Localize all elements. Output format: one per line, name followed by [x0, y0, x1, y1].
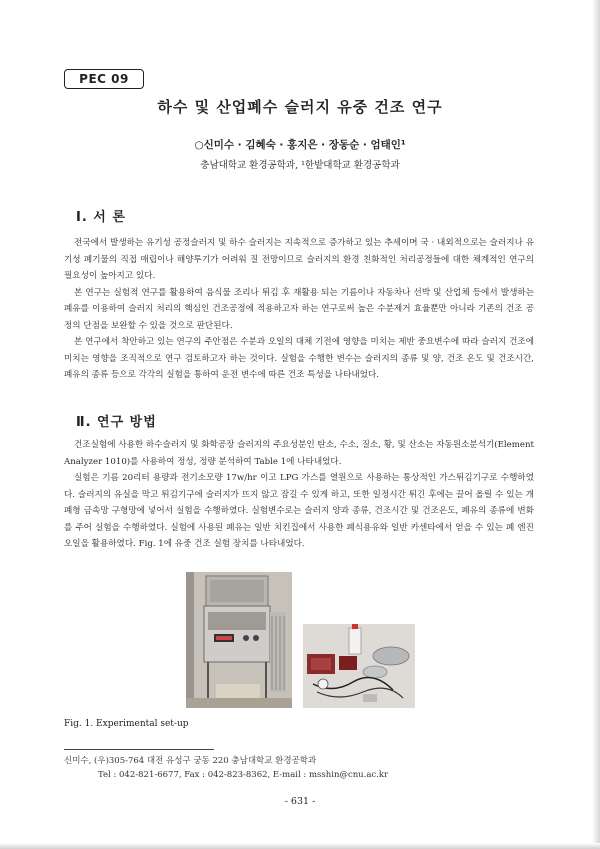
- corresponding-author-footnote: [64, 754, 534, 782]
- paragraph: 본 연구에서 착안하고 있는 연구의 주안점은 수분과 오일의 대체 기전에 영향을 미치는 제반 중요변수에 따라 슬러지 건조에 미치는 영향을 조직적으로 연구 검토하고자 하는 것이다. 실험을 수행한 변수는 슬러지의 종류 및 양, 건조 온도 및 건조시간, 폐유의 종류 등으로 각각의 실험을 통하여 운전 변수에 따른 건조 특성을 나타내었다.: [64, 337, 534, 380]
- section-heading-introduction: Ⅰ. 서 론: [76, 210, 126, 225]
- paragraph: 전국에서 발생하는 유기성 공정슬러지 및 하수 슬러지는 지속적으로 증가하고 있는 추세이며 국 · 내외적으로는 슬러지나 유기성 폐기물의 직접 매립이나 해양투기가 어려워 질 전망이므로 슬러지의 환경 친화적인 처리공정들에 대한 체계적인 연구의 필요성이 높아지고 있다.: [64, 238, 534, 281]
- figure-caption: Fig. 1. Experimental set-up: [64, 719, 189, 729]
- footnote-address: 신미수, (우)305-764 대전 유성구 궁동 220 충남대학교 환경공학과: [64, 756, 317, 766]
- author-list: ○신미수 · 김혜숙 · 홍지은 · 장동순 · 엄태인¹: [194, 139, 406, 151]
- footnote-contact: Tel : 042-821-6677, Fax : 042-823-8362, E-mail : msshin@cnu.ac.kr: [98, 770, 389, 780]
- section-heading-methods: Ⅱ. 연구 방법: [76, 415, 157, 430]
- section-body-introduction: [64, 235, 534, 384]
- affiliation: 충남대학교 환경공학과, ¹한밭대학교 환경공학과: [200, 160, 400, 171]
- footnote-divider: [64, 749, 214, 750]
- paragraph: 본 연구는 실험적 연구를 활용하여 음식물 조리나 튀김 후 재활용 되는 기름이나 자동차나 선박 및 산업체 등에서 발생하는 폐유를 이용하여 슬러지 처리의 핵심인 건조공정에 적용하고자 하는 연구로써 높은 수분제거 효율뿐만 아니라 기존의 건조 공정의 단점을 보완할 수 있을 것으로 판단된다.: [64, 287, 534, 331]
- paper-code-badge: PEC 09: [64, 69, 144, 89]
- paper-title: 하수 및 산업폐수 슬러지 유중 건조 연구: [157, 98, 443, 116]
- drying-apparatus-illustration: [186, 572, 292, 708]
- page-edge-shadow: [592, 0, 600, 849]
- page-edge-shadow-bottom: [0, 843, 600, 849]
- sludge-equipment-illustration: [303, 624, 415, 708]
- paragraph: 실험은 기름 20리터 용량과 전기소모량 17w/hr 이고 LPG 가스를 열원으로 사용하는 통상적인 가스튀김기구로 수행하였다. 슬러지의 유실을 막고 튀김기구에 슬러지가 뜨지 않고 잠길 수 있게 하고, 또한 일정시간 튀긴 후에는 끌어 올릴 수 있는 개폐형 금속망 구형망에 넣어서 실험을 수행하였다. 실험변수로는 슬러지 양과 종류, 건조시간 및 건조온도, 폐유의 종류에 변화를 주어 실험을 수행하였다. 실험에 사용된 폐유는 일반 치킨집에서 사용한 폐식용유와 일반 카센타에서 얻을 수 있는 폐 엔진오일을 활용하였다. Fig. 1에 유중 건조 실험 장치를 나타내었다.: [64, 473, 534, 549]
- page-number: - 631 -: [284, 796, 316, 807]
- figure-photo-sludge-samples: [303, 624, 415, 708]
- figure-photo-drying-apparatus: [186, 572, 292, 708]
- paragraph: 건조실험에 사용한 하수슬러지 및 화학공장 슬러지의 주요성분인 탄소, 수소, 질소, 황, 및 산소는 자동원소분석기(Element Analyzer 1010)를 사용하여 정성, 정량 분석하여 Table 1에 나타내었다.: [64, 440, 534, 467]
- section-body-methods: [64, 437, 534, 553]
